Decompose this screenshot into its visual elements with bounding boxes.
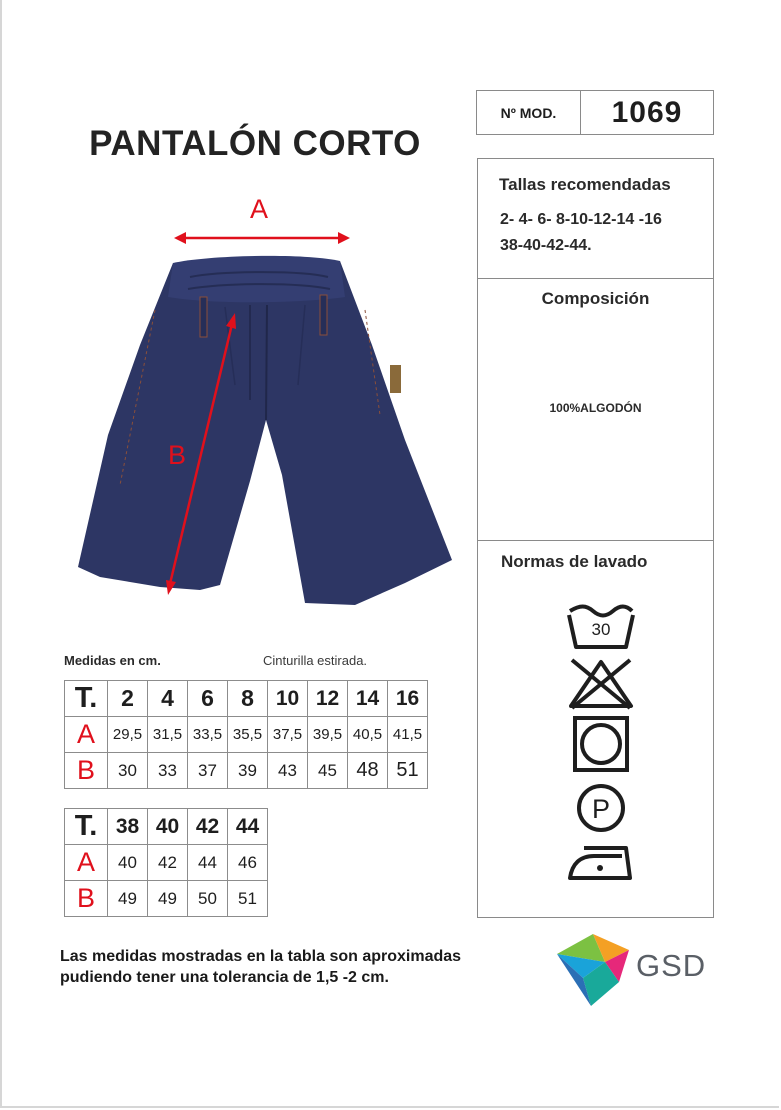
table-cell: 37,5 [268, 717, 308, 753]
info-panel [477, 158, 714, 918]
table-row [65, 845, 268, 881]
wash-temperature: 30 [591, 620, 611, 639]
table-cell: 51 [388, 753, 428, 789]
table-cell: 39 [228, 753, 268, 789]
iron-low-icon [566, 840, 636, 884]
size-header: 16 [388, 681, 428, 717]
composition-value: 100%ALGODÓN [549, 401, 642, 415]
table-cell: 29,5 [108, 717, 148, 753]
table-cell: 49 [108, 881, 148, 917]
table-cell: 31,5 [148, 717, 188, 753]
size-header: 14 [348, 681, 388, 717]
tumble-dry-icon [566, 714, 636, 774]
size-header: 38 [108, 809, 148, 845]
care-icons [566, 603, 636, 884]
table-cell: 50 [188, 881, 228, 917]
shorts-body [78, 261, 452, 605]
model-number-label: Nº MOD. [477, 91, 581, 134]
brand-logo [553, 930, 707, 1010]
washing-section [478, 541, 713, 918]
model-number-value: 1069 [611, 95, 683, 129]
size-header: 42 [188, 809, 228, 845]
shorts-waistband [168, 256, 345, 302]
measure-label-b: B [168, 440, 187, 470]
measure-label-a: A [250, 194, 269, 224]
table-cell: 40,5 [348, 717, 388, 753]
washing-heading: Normas de lavado [501, 552, 648, 571]
sizes-line-1: 2- 4- 6- 8-10-12-14 -16 [500, 211, 662, 228]
table-row [65, 809, 268, 845]
brand-logo-mark [553, 930, 633, 1010]
size-header: 4 [148, 681, 188, 717]
table-cell: 48 [348, 753, 388, 789]
size-header: 44 [228, 809, 268, 845]
table-cell: 42 [148, 845, 188, 881]
size-header: 40 [148, 809, 188, 845]
waist-note: Cinturilla estirada. [263, 653, 368, 668]
size-header: 12 [308, 681, 348, 717]
table-cell: 33 [148, 753, 188, 789]
table-row [65, 681, 428, 717]
professional-dry-clean-icon [566, 782, 636, 838]
size-header: 8 [228, 681, 268, 717]
table-cell: 40 [108, 845, 148, 881]
table-row [65, 753, 428, 789]
wash-30-icon [566, 603, 636, 653]
row-label-t: T. [65, 681, 108, 717]
table-cell: 46 [228, 845, 268, 881]
row-label-b: B [65, 881, 108, 917]
model-number-box [476, 90, 714, 135]
table-cell: 39,5 [308, 717, 348, 753]
row-label-b: B [65, 753, 108, 789]
garment-tag [390, 365, 401, 393]
table-row [65, 881, 268, 917]
size-table-2 [64, 808, 268, 917]
table-cell: 37 [188, 753, 228, 789]
tolerance-note: Las medidas mostradas en la tabla son aproximadas pudiendo tener una tolerancia de 1,5 -2 cm. [60, 948, 462, 986]
svg-text:P: P [591, 794, 611, 824]
sizes-line-2: 38-40-42-44. [500, 237, 592, 254]
product-image [60, 185, 470, 625]
table-cell: 43 [268, 753, 308, 789]
row-label-t: T. [65, 809, 108, 845]
no-bleach-icon [566, 656, 636, 710]
composition-section [478, 279, 713, 541]
table-cell: 51 [228, 881, 268, 917]
row-label-a: A [65, 845, 108, 881]
size-header: 6 [188, 681, 228, 717]
size-header: 10 [268, 681, 308, 717]
page-title: PANTALÓN CORTO [89, 124, 421, 163]
table-cell: 41,5 [388, 717, 428, 753]
table-cell: 44 [188, 845, 228, 881]
size-header: 2 [108, 681, 148, 717]
recommended-sizes-section [478, 159, 713, 279]
brand-name: GSD [636, 948, 707, 983]
table-cell: 49 [148, 881, 188, 917]
composition-heading: Composición [541, 289, 650, 308]
table-cell: 45 [308, 753, 348, 789]
table-cell: 33,5 [188, 717, 228, 753]
table-cell: 30 [108, 753, 148, 789]
row-label-a: A [65, 717, 108, 753]
sizes-heading: Tallas recomendadas [499, 175, 671, 194]
measurements-label: Medidas en cm. [64, 653, 161, 668]
size-table-1 [64, 680, 428, 789]
table-row [65, 717, 428, 753]
table-cell: 35,5 [228, 717, 268, 753]
